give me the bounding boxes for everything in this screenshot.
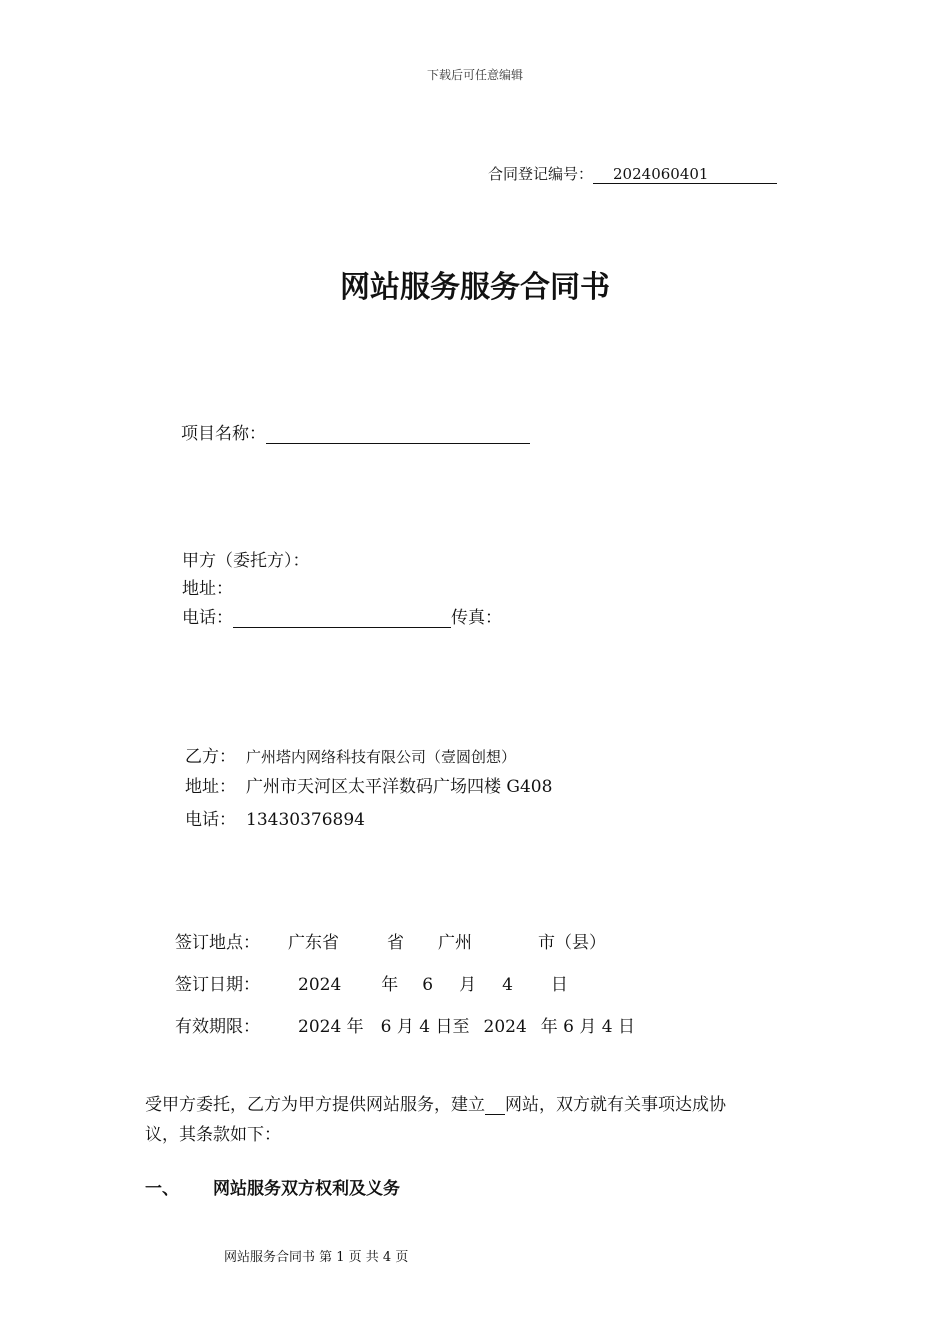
intro-text-b: 网站，双方就有关事项达成协 (505, 1095, 726, 1115)
party-a-phone-label: 电话： (182, 608, 233, 628)
party-a-address-label: 地址： (182, 579, 233, 599)
signing-date-label: 签订日期： (175, 975, 260, 995)
party-b-name: 广州塔内网络科技有限公司（壹圆创想） (246, 748, 517, 766)
party-a-phone-line (182, 603, 502, 628)
party-b-phone-line (185, 805, 365, 830)
signing-day-unit: 日 (550, 975, 568, 995)
signing-year-unit: 年 (381, 975, 399, 995)
party-b-address-label: 地址： (185, 777, 236, 797)
project-label: 项目名称： (181, 424, 266, 444)
website-name-blank (485, 1096, 505, 1115)
signing-place-line (175, 928, 606, 953)
party-b-phone: 13430376894 (246, 810, 365, 830)
party-b-address-line (185, 772, 552, 797)
page-title: 网站服务服务合同书 (340, 270, 610, 305)
party-b-phone-label: 电话： (185, 810, 236, 830)
party-a-phone-blank (233, 607, 451, 628)
signing-month-unit: 月 (459, 975, 477, 995)
signing-date-line (175, 970, 568, 995)
signing-place-label: 签订地点： (175, 933, 260, 953)
party-b-name-label: 乙方： (185, 747, 236, 767)
signing-year: 2024 (298, 975, 342, 995)
signing-province-unit: 省 (387, 933, 404, 953)
validity-start: 2024 年 6 月 4 日至 (298, 1017, 470, 1037)
validity-line (175, 1012, 635, 1037)
registration-label: 合同登记编号： (488, 165, 594, 183)
project-name-blank (266, 423, 530, 444)
party-b-address: 广州市天河区太平洋数码广场四楼 G408 (246, 777, 553, 797)
party-a-name-label: 甲方（委托方）： (182, 551, 310, 571)
validity-label: 有效期限： (175, 1017, 260, 1037)
registration-number: 2024060401 (593, 165, 777, 184)
signing-day: 4 (502, 975, 513, 995)
party-a-fax-label: 传真： (451, 608, 502, 628)
signing-province: 广东省 (288, 933, 339, 953)
signing-city-unit: 市（县） (538, 933, 606, 953)
signing-month: 6 (422, 975, 434, 995)
intro-line-1 (145, 1090, 726, 1115)
project-line (181, 419, 530, 444)
section-1-title: 网站服务双方权利及义务 (213, 1179, 400, 1199)
section-1-heading (145, 1174, 400, 1199)
section-1-number: 一、 (145, 1179, 179, 1199)
validity-end-rest: 年 6 月 4 日 (540, 1017, 636, 1037)
validity-end-year: 2024 (483, 1017, 527, 1037)
signing-city: 广州 (438, 933, 472, 953)
page-footer: 网站服务合同书 第 1 页 共 4 页 (224, 1250, 409, 1265)
party-b-name-line (185, 742, 516, 767)
intro-text-a: 受甲方委托，乙方为甲方提供网站服务，建立 (145, 1095, 485, 1115)
header-note: 下载后可任意编辑 (426, 68, 523, 82)
registration-line (488, 163, 777, 184)
intro-line-2: 议，其条款如下： (145, 1125, 281, 1145)
